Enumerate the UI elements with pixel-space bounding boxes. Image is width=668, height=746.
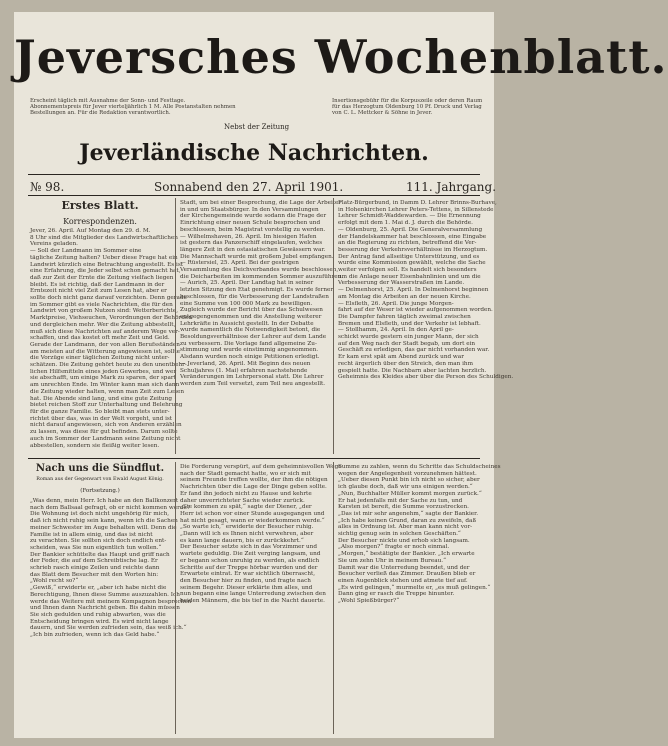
text-line: Lehrer Schmidt-Waddewarden. — Die Ernennung	[338, 213, 481, 220]
text-line: beiden Männern, die bis tief in die Nacht dauerte.	[180, 598, 325, 605]
text-line: Versammlung des Deichverbandes wurde beschlossen,	[180, 267, 339, 274]
text-line: Er kam erst spät am Abend zurück und war	[338, 354, 464, 361]
text-line: Besucher verließ das Zimmer. Draußen blieb er	[338, 571, 476, 578]
serial-column-2	[180, 464, 342, 734]
text-line: „Dann will ich es Ihnen nicht verwehren, aber	[180, 531, 314, 538]
text-line: „Gewiß,“ erwiderte er, „aber ich habe nicht die	[30, 585, 167, 592]
masthead-title: Jeversches Wochenblatt.	[14, 30, 668, 84]
text-line: es kann lange dauern, bis er zurückkehrt.“	[180, 537, 304, 544]
text-line: besserung der Verkehrsverhältnisse im Herzogtum.	[338, 246, 488, 253]
text-line: der Handelskammer hat beschlossen, eine Eingabe	[338, 233, 487, 240]
text-line: — Elsfleth, 26. April. Die junge Morgen-	[338, 300, 454, 307]
text-line: „Sie kommen zu spät,“ sagte der Diener, „der	[180, 504, 312, 511]
text-line: alles in Ordnung ist. Aber man kann nicht vor-	[338, 524, 473, 531]
text-line: „Es wird gelingen,“ murmelte er, „es muß gelingen.“	[338, 584, 491, 591]
text-line: Dann ging er rasch die Treppe hinunter.	[338, 591, 455, 598]
text-line: am Montag die Arbeiten an der neuen Kirche.	[338, 293, 471, 300]
rule-feuilleton	[28, 458, 480, 459]
text-line: scheiden, was Sie nun eigentlich tun wollen.“	[30, 544, 162, 551]
text-line: die Vorzüge einer täglichen Zeitung nicht unter-	[30, 355, 170, 362]
text-line: längere Zeit in den ostasiatischen Gewässern war.	[180, 246, 326, 253]
text-line: Marktpreise, Viehseuchen, Verordnungen der Behörden	[30, 315, 192, 322]
text-line: Karsten ist bereit, die Summe vorzustrecken.	[338, 504, 469, 511]
text-line: Lehrkräfte in Aussicht gestellt. In der Debatte	[180, 320, 314, 327]
serial-column-3	[338, 464, 501, 734]
rule-under-dateline	[28, 195, 480, 196]
text-line: Zugleich wurde der Bericht über das Schulwesen	[180, 307, 323, 314]
text-line: „Wohl recht so?“	[30, 578, 79, 585]
text-line: Die Wohnung ist doch nicht ungehörig für mich,	[30, 511, 170, 518]
text-line: 8 Uhr sind die Mitglieder des Landwirtschaftlichen	[30, 234, 178, 241]
text-line: wartete geduldig. Die Zeit verging langsam, und	[180, 551, 321, 558]
text-line: der Feder, die auf dem Schreibtische lag. Er	[30, 558, 158, 565]
text-line: im Sommer gibt es viele Nachrichten, die für den	[30, 301, 173, 308]
issue-date: Sonnabend den 27. April 1901.	[154, 180, 344, 194]
text-line: wurde namentlich die Notwendigkeit betont, die	[180, 327, 321, 334]
text-line: „Ueber diesen Punkt bin ich nicht so sicher, aber	[338, 477, 480, 484]
text-line: „Ich bin zufrieden, wenn ich das Geld habe.“	[30, 632, 160, 639]
text-line: von C. L. Mettcker & Söhne in Jever.	[332, 110, 433, 117]
text-line: Entscheidung bringen wird. Es wird nicht lange	[30, 618, 169, 625]
text-line: Jever, 26. April. Auf Montag den 29. d. M.	[30, 228, 151, 234]
text-line: an die Regierung zu richten, betreffend die Ver-	[338, 240, 477, 247]
text-line: Berechtigung, Ihnen diese Summe auszuzahlen. Ich	[30, 591, 180, 598]
text-line: ist gestern das Panzerschiff eingelaufen, welches	[180, 240, 323, 247]
text-line: Sie um zehn Uhr in meinem Bureau.“	[338, 557, 447, 564]
text-line: „Morgen,“ bestätigte der Bankier. „Ich erwarte	[338, 551, 475, 558]
text-line: sichtig genug sein in solchen Geschäften.“	[338, 531, 461, 538]
text-line: „Also morgen?“ fragte er noch einmal.	[338, 544, 450, 551]
serial-continuation: (Fortsetzung.)	[80, 488, 120, 494]
text-line: und Ihnen dann Nachricht geben. Bis dahin müssen	[30, 605, 180, 612]
text-line: Gerade der Landmann, der von allen Berufsständen	[30, 341, 180, 348]
serial-title: Nach uns die Sündflut.	[35, 463, 165, 474]
text-line: Er hat jedenfalls mit der Sache zu tun, und	[338, 497, 463, 504]
text-line: Herr ist schon vor einer Stunde ausgegangen und	[180, 510, 325, 517]
text-line: Besoldungsverhältnisse der Lehrer auf dem Lande	[180, 334, 327, 341]
text-line: Erscheint täglich mit Ausnahme der Sonn- und Festtage.	[30, 98, 186, 104]
text-line: Geheimnis des Kleides aber über die Person des Schuldigen.	[338, 374, 514, 381]
text-line: den Besucher hier zu finden, und fragte nach	[180, 577, 311, 584]
text-line: Er fand ihn jedoch nicht zu Hause und kehrte	[180, 490, 312, 497]
text-line: Verbesserung der Wasserstraßen im Lande.	[338, 280, 465, 287]
text-line: Schuljahres (1. Mai) erfahren nachstehende	[180, 367, 308, 374]
text-line: zu lassen, was diese für gut befinden. Darum sollte	[30, 429, 178, 436]
text-line: Nachrichten über die Lage der Dinge geben sollte.	[180, 484, 327, 491]
text-line: werden zum Teil versetzt, zum Teil neu angestellt.	[180, 380, 326, 387]
column-3-text	[338, 200, 514, 454]
text-line: — Stollhamm, 24. April. In den April ge-	[338, 327, 454, 334]
text-line: daß zur Zeit der Ernte die Zeitung vielfach liegen	[30, 274, 174, 281]
text-line: werde das Weitere mit meinem Kompagnon besprechen	[30, 598, 192, 605]
text-line: Stadt, um bei einer Besprechung, die Lage der Arbeiter	[180, 200, 342, 206]
text-line: nach dem Ballsaal gefragt, ob er nicht kommen werde?	[30, 504, 190, 511]
text-line: Insertionsgebühr für die Korpuszeile oder deren Raum	[332, 98, 483, 104]
text-line: schrieb rasch einige Zeilen und reichte dann	[30, 565, 160, 572]
text-line: schickt wurde gestern ein junger Mann, der sich	[338, 334, 479, 341]
text-line: schaffen, und das kostet oft mehr Zeit und Geld.	[30, 335, 170, 342]
text-line: richtet über das, was in der Welt vorgeht, und ist	[30, 415, 173, 422]
masthead-left-info	[30, 98, 236, 117]
issue-volume: 111. Jahrgang.	[406, 180, 497, 194]
masthead-subtitle: Jeverländische Nachrichten.	[79, 140, 429, 166]
text-line: Summe zu zahlen, wenn du Schritte das Schuldscheines	[338, 464, 501, 470]
text-line: um die Anlage neuer Eisenbahnlinien und um die	[338, 273, 481, 280]
text-line: sie abschafft, um einige Mark zu sparen, der spart	[30, 375, 176, 382]
text-line: eine Erfahrung, die Jeder selbst schon gemacht hat,	[30, 268, 181, 275]
rule-top	[28, 174, 480, 175]
text-line: Der Besucher setzte sich in das Vorzimmer und	[180, 544, 317, 551]
text-line: Der Bankier schüttelte das Haupt und griff nach	[30, 551, 170, 558]
text-line: er begann schon unruhig zu werden, als endlich	[180, 557, 320, 564]
text-line: — Soll der Landmann im Sommer eine	[30, 248, 142, 255]
text-line: beschlossen, für die Verbesserung der Landstraßen	[180, 293, 329, 300]
text-line: am meisten auf die Witterung angewiesen ist, sollte	[30, 348, 180, 355]
text-line: weiter verfolgen soll. Es handelt sich besonders	[338, 267, 477, 274]
text-line: und dergleichen mehr. Wer die Zeitung abbestellt,	[30, 321, 176, 328]
divider-3	[175, 462, 176, 734]
text-line: fahrt auf der Weser ist wieder aufgenommen worden.	[338, 307, 493, 314]
masthead-nebst: Nebst der Zeitung	[224, 123, 290, 131]
text-line: für die ganze Familie. So bleibt man stets unter-	[30, 408, 170, 415]
text-line: „Ich habe keinen Grund, daran zu zweifeln, daß	[338, 517, 477, 524]
text-line: Platz-Bürgerbund, in Damm D. Lehrer Brinns-Burhave,	[338, 200, 497, 206]
text-line: sollte doch nicht ganz darauf verzichten. Denn gerade	[30, 295, 187, 302]
text-line: meiner Schwester im Auge behalten will. Denn die	[30, 524, 177, 531]
text-line: wurde eine Kommission gewählt, welche die Sache	[338, 260, 486, 267]
text-line: Der Antrag fand allseitige Unterstützung, und es	[338, 253, 480, 260]
text-line: nicht darauf angewiesen, sich von Anderen erzählen	[30, 422, 182, 429]
text-line: seinem Begehr. Dieser erklärte ihm alles, und	[180, 584, 313, 591]
text-line: beschlossen, beim Magistrat vorstellig zu werden.	[180, 226, 326, 233]
text-line: Alsdann wurden noch einige Petitionen erledigt.	[180, 354, 320, 361]
text-line: Bestellungen an. Für die Redaktion verantwortlich.	[30, 110, 171, 117]
text-line: erfolgt mit dem 1. Mai d. J. durch die Behörde.	[338, 220, 473, 227]
text-line: einen Augenblick stehen und atmete tief auf.	[338, 577, 468, 584]
correspondence-heading: Korrespondenzen.	[63, 217, 137, 226]
text-line: auch im Sommer der Landmann seine Zeitung nicht	[30, 435, 181, 442]
text-line: — Aurich, 25. April. Der Landtag hat in seiner	[180, 280, 314, 287]
text-line: auf den Weg nach der Stadt begab, um dort ein	[338, 340, 476, 347]
text-line: Abonnementspreis für Jever vierteljährlich 1 M. Alle Postanstalten nehmen	[30, 104, 236, 111]
newspaper-page	[14, 12, 668, 738]
text-line: am unrechten Ende. Im Winter kann man sich dann	[30, 382, 180, 389]
text-line: muß sich diese Nachrichten auf anderem Wege ver-	[30, 328, 180, 335]
text-line: — Rüstersiel, 25. April. Bei der gestrigen	[180, 260, 299, 267]
text-line: die Zeitung wieder halten, wenn man Zeit zum Lesen	[30, 388, 185, 395]
text-line: bietet reichen Stoff zur Unterhaltung und Belehrung	[30, 402, 183, 409]
text-line: dauern, und Sie werden zufrieden sein, das weiß ich.“	[30, 625, 187, 632]
serial-column-1	[30, 498, 192, 734]
text-line: lichen Hilfsmitteln eines jeden Gewerbes, und wer	[30, 368, 177, 375]
text-line: Landwirt von großem Nutzen sind: Wetterberichte,	[30, 308, 179, 315]
text-line: daher unverrichteter Sache wieder zurück.	[180, 497, 305, 504]
column-2-text	[180, 200, 344, 454]
text-line: nun begann eine lange Unterredung zwischen den	[180, 591, 326, 598]
text-line: Die Mannschaft wurde mit großem Jubel empfangen.	[180, 253, 334, 260]
text-line: Erwartete eintrat. Er war sichtlich überrascht,	[180, 571, 316, 578]
text-line: daß ich nicht ruhig sein kann, wenn ich die Sachen	[30, 518, 178, 525]
text-line: seinem Freunde treffen wollte, der ihm die nötigen	[180, 477, 328, 484]
text-line: Veränderungen im Lehrpersonal statt. Die Lehrer	[180, 374, 324, 381]
text-line: nach der Stadt gemacht hatte, wo er sich mit	[180, 470, 311, 477]
text-line: Der Besucher nickte und erhob sich langsam.	[338, 537, 470, 544]
issue-number: № 98.	[30, 180, 65, 194]
text-line: abbestellen, sondern sie fleißig weiter lesen.	[30, 442, 160, 449]
text-line: „So warte ich,“ erwiderte der Besucher ruhig.	[180, 524, 314, 531]
text-line: letzten Sitzung den Etat genehmigt. Es wurde ferner	[180, 287, 334, 294]
text-line: Einrichtung einer neuen Schule besprochen und	[180, 220, 321, 227]
text-line: Damit war die Unterredung beendet, und der	[338, 564, 470, 571]
text-line: das Blatt dem Besucher mit den Worten hin:	[30, 571, 159, 578]
text-line: „Was denn, mein Herr. Ich habe an den Ballkonzert	[30, 498, 179, 504]
divider-4	[333, 462, 334, 734]
text-line: „Das ist mir sehr angenehm,“ sagte der Bankier.	[338, 510, 479, 517]
text-line: Erntezeit nicht viel Zeit zum Lesen hat, aber er	[30, 288, 167, 295]
divider-2	[333, 198, 334, 454]
text-line: eine Summe von 100 000 Mark zu bewilligen.	[180, 300, 313, 307]
text-line: in und um Staatsbürger. In den Versammlungen	[180, 206, 319, 213]
text-line: Schritte auf der Treppe hörbar wurden und der	[180, 564, 318, 571]
text-line: recht ärgerlich über den Streich, den man ihm	[338, 360, 473, 367]
first-blatt-heading: Erstes Blatt.	[61, 199, 139, 212]
text-line: zu verbessern. Die Vorlage fand allgemeine Zu-	[180, 340, 317, 347]
text-line: Familie ist in allem einig, und das ist nicht	[30, 531, 153, 538]
text-line: ich glaube doch, daß wir uns einigen werden.“	[338, 484, 473, 491]
text-line: gespielt hatte. Die Nachbarn aber lachten herzlich.	[338, 367, 487, 374]
text-line: Die Forderung verspürt, auf dem geheimnisvollen Wege	[180, 464, 342, 470]
text-line: Die Dampfer fahren täglich zweimal zwischen	[338, 313, 471, 320]
text-line: „Nun, Buchhalter Müller kommt morgen zurück.“	[338, 490, 482, 497]
text-line: wegen der Angelegenheit vorzunehmen hättest.	[338, 470, 477, 477]
text-line: schätzen. Die Zeitung gehört heute zu den unentbehr-	[30, 362, 187, 369]
text-line: entgegengenommen und die Anstellung weiterer	[180, 313, 322, 320]
text-line: bleibt. Es ist richtig, daß der Landmann in der	[30, 281, 165, 288]
text-line: — Oldenburg, 25. April. Die Generalversammlung	[338, 226, 483, 233]
text-line: in Hohenkirchen Lehrer Peters-Tettens, in Sillenstede	[338, 206, 494, 213]
text-line: der Kirchengemeinde wurde sodann die Frage der	[180, 213, 327, 220]
text-line: zu verachten. Sie sollten sich doch endlich ent-	[30, 538, 167, 545]
text-line: — Jeverland, 26. April. Mit Beginn des neuen	[180, 360, 311, 367]
text-line: hat. Die Abende sind lang, und eine gute Zeitung	[30, 395, 173, 402]
text-line: tägliche Zeitung halten? Ueber diese Frage hat ein	[30, 254, 178, 261]
text-line: Sie sich gedulden und ruhig abwarten, was die	[30, 611, 166, 618]
text-line: für das Herzogtum Oldenburg 10 Pf. Druck und Verlag	[332, 104, 482, 111]
text-line: Landwirt kürzlich eine Betrachtung angestellt. Es ist	[30, 261, 184, 268]
text-line: die Deicharbeiten im kommenden Sommer auszuführen.	[180, 273, 344, 280]
text-line: Geschäft zu erledigen, das gar nicht vorhanden war.	[338, 347, 490, 354]
serial-author: Roman aus der Gegenwart von Ewald August König.	[36, 477, 164, 482]
text-line: „Wohl Spießbürger?“	[338, 598, 400, 605]
masthead-right-info	[332, 98, 482, 117]
text-line: — Delmenhorst, 25. April. In Delmenhorst beginnen	[338, 287, 489, 294]
text-line: stimmung und wurde einstimmig angenommen.	[180, 347, 319, 354]
text-line: — Wilhelmshaven, 26. April. Im hiesigen Hafen	[180, 233, 317, 240]
text-line: Vereins geladen.	[30, 241, 78, 248]
text-line: hat nicht gesagt, wann er wiederkommen werde.“	[180, 517, 325, 524]
column-1-text	[30, 228, 192, 456]
text-line: Bremen und Elsfleth, und der Verkehr ist lebhaft.	[338, 320, 481, 327]
divider-1	[175, 198, 176, 454]
